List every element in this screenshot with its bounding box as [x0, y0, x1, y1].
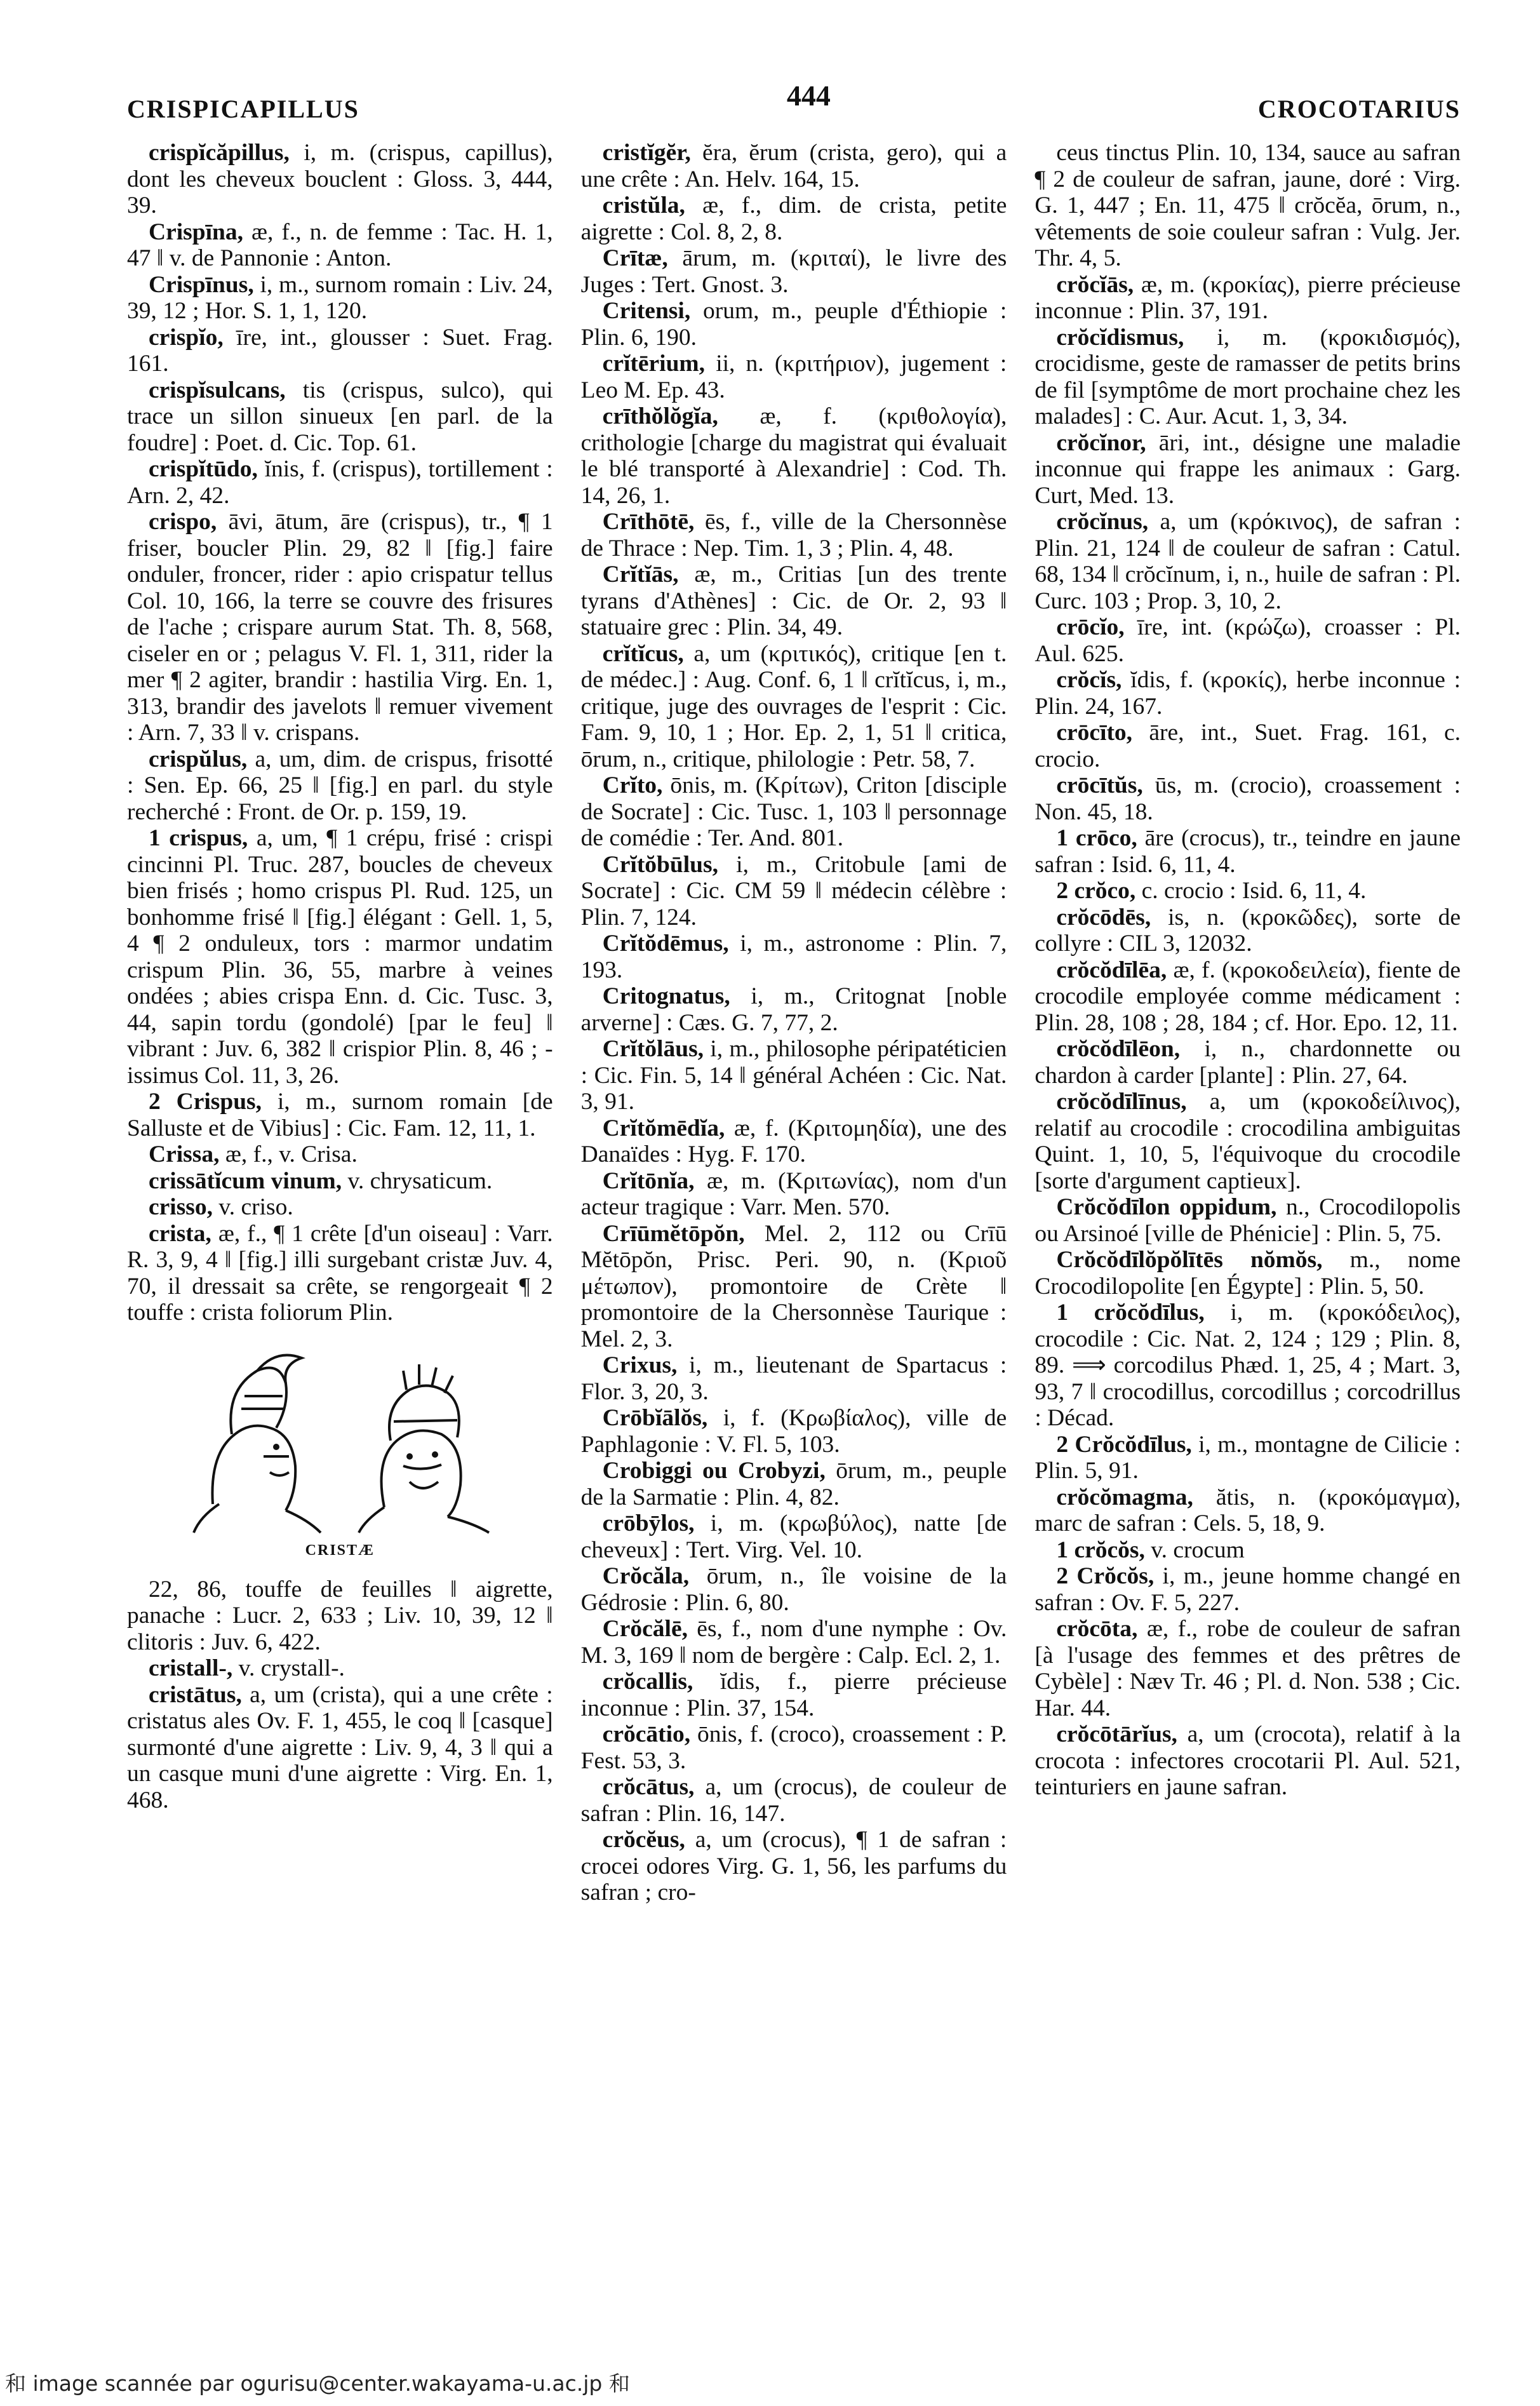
- running-head-left: CRISPICAPILLUS: [127, 95, 359, 123]
- entry-definition: ōrum, n., île voisine de la Gédrosie : Plin. 6, 80.: [580, 1563, 1007, 1616]
- page-header: [127, 60, 1461, 130]
- dictionary-entry: [127, 1655, 553, 1682]
- entry-definition: a, um (κριτικός), critique [en t. de médec.] : Aug. Conf. 6, 1 ‖ crĭtĭcus, i, m., critique, juge des ouvrages de l'esprit : Cic. Fam. 9, 10, 1 ; Hor. Ep. 2, 1, 51 ‖ critica, ōrum, n., critique, philologie : Petr. 58, 7.: [580, 640, 1007, 772]
- entry-headword: crōbȳlos,: [602, 1510, 695, 1536]
- dictionary-entry: [127, 1089, 553, 1141]
- entry-definition: ĭdis, f., pierre précieuse inconnue : Plin. 37, 154.: [580, 1669, 1007, 1721]
- entry-definition: Mel. 2, 112 ou Crīū Mĕtōpŏn, Prisc. Peri. 90, n. (Κριοῦ μέτωπον), promontoire de Crète ‖ promontoire de la Chersonnèse Taurique : Mel. 2, 3.: [580, 1220, 1007, 1352]
- entry-headword: crispĭtūdo,: [149, 456, 258, 482]
- dictionary-entry: [581, 1669, 1007, 1721]
- entry-headword: Crĭtōnĭa,: [602, 1167, 695, 1194]
- column-1: [127, 140, 567, 2273]
- dictionary-entry: [581, 1221, 1007, 1353]
- dictionary-entry: [1034, 1721, 1461, 1801]
- entry-definition: æ, f., dim. de crista, petite aigrette : Col. 8, 2, 8.: [580, 192, 1007, 245]
- entry-definition: æ, m. (κροκίας), pierre précieuse inconnue : Plin. 37, 191.: [1034, 271, 1461, 324]
- entry-definition: i, m., Critognat [noble arverne] : Cæs. G. 7, 77, 2.: [580, 983, 1007, 1036]
- entry-definition: v. chrysaticum.: [342, 1167, 493, 1194]
- entry-definition: m., nome Crocodilopolite [en Égypte] : Plin. 5, 50.: [1034, 1247, 1461, 1300]
- dictionary-entry: [581, 1510, 1007, 1563]
- entry-definition: a, um (κρόκινος), de safran : Plin. 21, 124 ‖ de couleur de safran : Catul. 68, 134 ‖ crŏcĭnum, i, n., huile de safran : Pl. Curc. 103 ; Prop. 3, 10, 2.: [1034, 509, 1461, 614]
- entry-definition: i, n., chardonnette ou chardon à carder [plante] : Plin. 27, 64.: [1034, 1036, 1461, 1089]
- dictionary-entry: [581, 1115, 1007, 1168]
- dictionary-entry: [1034, 1484, 1461, 1537]
- entry-definition: æ, f., v. Crisa.: [219, 1141, 358, 1167]
- dictionary-entry: [127, 140, 553, 219]
- entry-headword: 1 crŏcŏs,: [1056, 1536, 1145, 1563]
- dictionary-entry: [1034, 1616, 1461, 1721]
- entry-definition: æ, f., n. de femme : Tac. H. 1, 47 ‖ v. de Pannonie : Anton.: [127, 218, 553, 271]
- entry-definition: āvi, ātum, āre (crispus), tr., ¶ 1 friser, boucler Plin. 29, 82 ‖ [fig.] faire onduler, froncer, rider : apio crispatur tellus Col. 10, 166, la terre se couvre des frisures de l'ache ; crispare aurum Stat. Th. 8, 568, ciseler en or ; pelagus V. Fl. 1, 311, rider la mer ¶ 2 agiter, brandir : hastilia Virg. En. 1, 313, brandir des javelots ‖ remuer vivement : Arn. 7, 33 ‖ v. crispans.: [127, 509, 553, 746]
- entry-definition: æ, f. (κριθολογία), crithologie [charge du magistrat qui évaluait le blé transporté à Alexandrie] : Cod. Th. 14, 26, 1.: [580, 403, 1007, 509]
- entry-definition: i, f. (Κρωβίαλος), ville de Paphlagonie : V. Fl. 5, 103.: [580, 1405, 1007, 1458]
- dictionary-entry: [127, 1576, 553, 1656]
- dictionary-entry: [127, 1221, 553, 1326]
- entry-definition: ĭnis, f. (crispus), tortillement : Arn. 2, 42.: [127, 456, 553, 509]
- entry-headword: crŏcōtārĭus,: [1056, 1721, 1177, 1747]
- entry-headword: crŏcĕus,: [602, 1827, 685, 1853]
- entry-definition: n., Crocodilopolis ou Arsinoé [ville de Phénicie] : Plin. 5, 75.: [1034, 1194, 1461, 1247]
- dictionary-entry: [1034, 509, 1461, 614]
- entry-definition: i, m., surnom romain [de Salluste et de Vibius] : Cic. Fam. 12, 11, 1.: [127, 1089, 553, 1141]
- entry-headword: crīthŏlŏgĭa,: [602, 403, 718, 429]
- dictionary-entry: [127, 1168, 553, 1195]
- entry-headword: crĭtĭcus,: [602, 640, 684, 667]
- dictionary-entry: [1034, 1563, 1461, 1616]
- dictionary-entry: [581, 1563, 1007, 1616]
- entry-headword: crŏcallis,: [602, 1669, 693, 1695]
- dictionary-entry: [581, 852, 1007, 931]
- entry-headword: Crŏcălē,: [602, 1616, 688, 1642]
- entry-headword: crŏcĭnus,: [1056, 509, 1149, 535]
- dictionary-entry: [581, 403, 1007, 509]
- entry-headword: crista,: [149, 1220, 211, 1247]
- entry-headword: crisso,: [149, 1194, 213, 1220]
- entry-definition: orum, m., peuple d'Éthiopie : Plin. 6, 190.: [580, 298, 1007, 351]
- entry-definition: i, m. (κροκιδισμός), crocidisme, geste de ramasser de petits brins de fil [symptôme de mort prochaine chez les malades] : C. Aur. Acut. 1, 3, 34.: [1034, 324, 1461, 429]
- dictionary-columns: [127, 140, 1461, 2273]
- entry-headword: crŏcōta,: [1056, 1616, 1138, 1642]
- entry-headword: crispo,: [149, 509, 217, 535]
- entry-headword: Crīūmĕtōpŏn,: [602, 1220, 745, 1247]
- dictionary-entry: [581, 245, 1007, 298]
- entry-headword: Crŏcăla,: [602, 1563, 690, 1589]
- entry-definition: ēs, f., nom d'une nymphe : Ov. M. 3, 169 ‖ nom de bergère : Calp. Ecl. 2, 1.: [580, 1616, 1007, 1669]
- entry-headword: crŏcĭs,: [1056, 667, 1122, 693]
- dictionary-entry: [127, 1141, 553, 1168]
- entry-definition: āri, int., désigne une maladie inconnue qui frappe les animaux : Garg. Curt, Med. 13.: [1034, 429, 1461, 509]
- dictionary-entry: [581, 140, 1007, 192]
- entry-headword: cristātus,: [149, 1681, 242, 1708]
- entry-headword: crŏcĭnor,: [1056, 429, 1146, 456]
- dictionary-entry: [581, 1774, 1007, 1827]
- entry-headword: crispŭlus,: [149, 746, 248, 772]
- entry-headword: crŏcĭdismus,: [1056, 324, 1184, 351]
- entry-definition: æ, m. (Κριτωνίας), nom d'un acteur tragique : Varr. Men. 570.: [580, 1167, 1007, 1220]
- entry-definition: v. criso.: [213, 1194, 293, 1220]
- dictionary-entry: [1034, 1432, 1461, 1484]
- dictionary-entry: [581, 561, 1007, 641]
- dictionary-entry: [1034, 957, 1461, 1037]
- entry-headword: Crĭtŏbūlus,: [602, 851, 719, 878]
- entry-headword: Critognatus,: [602, 983, 730, 1009]
- entry-definition: ceus tinctus Plin. 10, 134, sauce au safran ¶ 2 de couleur de safran, jaune, doré : Virg. G. 1, 447 ; En. 11, 475 ‖ crŏcĕa, ōrum, n., vêtements de soie couleur safran : Vulg. Jer. Thr. 4, 5.: [1034, 140, 1461, 271]
- entry-headword: crŏcōdēs,: [1056, 904, 1151, 931]
- entry-headword: crŏcŏdīlīnus,: [1056, 1089, 1187, 1115]
- entry-definition: ārum, m. (κριταί), le livre des Juges : Tert. Gnost. 3.: [580, 245, 1007, 298]
- entry-headword: cristall-,: [149, 1655, 233, 1681]
- entry-definition: i, m., Critobule [ami de Socrate] : Cic. CM 59 ‖ médecin célèbre : Plin. 7, 124.: [580, 851, 1007, 931]
- entry-headword: crōcītŭs,: [1056, 772, 1143, 798]
- entry-definition: æ, f. (κροκοδειλεία), fiente de crocodile employée comme médicament : Plin. 28, 108 ; 28, 184 ; cf. Hor. Epo. 12, 11.: [1034, 957, 1461, 1036]
- entry-definition: īre, int., glousser : Suet. Frag. 161.: [127, 324, 553, 377]
- entry-headword: crispĭsulcans,: [149, 377, 286, 403]
- entry-definition: i, m. (κροκόδειλος), crocodile : Cic. Nat. 2, 124 ; 129 ; Plin. 8, 89. ⟹ corcodilus Phæd. 1, 25, 4 ; Mart. 3, 93, 7 ‖ crocodillus, corcodillus ; corcodrillus : Décad.: [1034, 1300, 1461, 1431]
- entry-headword: crŏcātio,: [602, 1721, 691, 1747]
- entry-definition: i, m. (crispus, capillus), dont les cheveux bouclent : Gloss. 3, 444, 39.: [127, 140, 553, 218]
- entry-headword: Crĭtŏmēdĭa,: [602, 1115, 725, 1141]
- entry-headword: Crŏcŏdīlon oppidum,: [1056, 1194, 1277, 1220]
- entry-definition: ii, n. (κριτήριον), jugement : Leo M. Ep. 43.: [580, 351, 1007, 403]
- dictionary-entry: [581, 641, 1007, 773]
- entry-definition: 22, 86, touffe de feuilles ‖ aigrette, panache : Lucr. 2, 633 ; Liv. 10, 39, 12 ‖ clitoris : Juv. 6, 422.: [127, 1576, 553, 1655]
- dictionary-entry: [127, 325, 553, 377]
- entry-definition: āre (crocus), tr., teindre en jaune safran : Isid. 6, 11, 4.: [1034, 825, 1461, 878]
- dictionary-entry: [581, 509, 1007, 561]
- entry-definition: c. crocio : Isid. 6, 11, 4.: [1135, 878, 1367, 904]
- dictionary-entry: [127, 1682, 553, 1814]
- entry-definition: ōnis, m. (Κρίτων), Criton [disciple de Socrate] : Cic. Tusc. 1, 103 ‖ personnage de comédie : Ter. And. 801.: [580, 772, 1007, 851]
- dictionary-entry: [581, 772, 1007, 852]
- entry-headword: 1 crŏcŏdīlus,: [1056, 1300, 1205, 1326]
- entry-definition: v. crystall-.: [232, 1655, 345, 1681]
- entry-definition: ēs, f., ville de la Chersonnèse de Thrace : Nep. Tim. 1, 3 ; Plin. 4, 48.: [580, 509, 1007, 561]
- entry-definition: æ, m., Critias [un des trente tyrans d'Athènes] : Cic. de Or. 2, 93 ‖ statuaire grec : Plin. 34, 49.: [580, 561, 1007, 640]
- entry-definition: i, m. (κρωβύλος), natte [de cheveux] : Tert. Virg. Vel. 10.: [580, 1510, 1007, 1563]
- entry-definition: æ, f. (Κριτομηδία), une des Danaïdes : Hyg. F. 170.: [580, 1115, 1007, 1167]
- dictionary-entry: [581, 1616, 1007, 1669]
- dictionary-entry: [127, 456, 553, 509]
- entry-definition: v. crocum: [1144, 1536, 1245, 1563]
- dictionary-entry: [581, 1168, 1007, 1221]
- dictionary-entry: [581, 1458, 1007, 1510]
- dictionary-entry: [1034, 720, 1461, 772]
- entry-definition: is, n. (κροκῶδες), sorte de collyre : CIL 3, 12032.: [1034, 904, 1461, 957]
- entry-headword: Crĭtŏlāus,: [602, 1036, 704, 1062]
- entry-headword: 1 crōco,: [1056, 825, 1137, 851]
- dictionary-entry: [1034, 325, 1461, 430]
- dictionary-entry: [127, 377, 553, 457]
- entry-definition: a, um (κροκοδείλινος), relatif au crocodile : crocodilina ambiguitas Quint. 1, 10, 5, l'équivoque du crocodile [sorte d'argument captieux].: [1034, 1089, 1461, 1194]
- entry-headword: crōcīto,: [1056, 720, 1133, 746]
- entry-definition: æ, f., ¶ 1 crête [d'un oiseau] : Varr. R. 3, 9, 4 ‖ [fig.] illi surgebant cristæ Juv. 4, 70, il dressait sa crête, se rengorgeait ¶ 2 touffe : crista foliorum Plin.: [127, 1220, 553, 1326]
- entry-headword: 2 Crŏcŏs,: [1056, 1563, 1155, 1589]
- entry-headword: 2 Crŏcŏdīlus,: [1056, 1431, 1192, 1458]
- dictionary-entry: [1034, 825, 1461, 878]
- entry-headword: cristŭla,: [602, 192, 685, 218]
- dictionary-entry: [581, 931, 1007, 983]
- entry-headword: Crispīna,: [149, 218, 243, 245]
- entry-headword: Crissa,: [149, 1141, 220, 1167]
- entry-definition: ĕra, ĕrum (crista, gero), qui a une crête : An. Helv. 164, 15.: [580, 140, 1007, 192]
- entry-definition: a, um, dim. de crispus, frisotté : Sen. Ep. 66, 25 ‖ [fig.] en parl. du style recherché : Front. de Or. p. 159, 19.: [127, 746, 553, 825]
- dictionary-entry: [1034, 772, 1461, 825]
- entry-headword: crŏcĭās,: [1056, 271, 1134, 298]
- dictionary-entry: [1034, 878, 1461, 904]
- entry-definition: a, um (crocus), ¶ 1 de safran : crocei odores Virg. G. 1, 56, les parfums du safran ; cro-: [580, 1827, 1007, 1905]
- entry-definition: a, um, ¶ 1 crépu, frisé : crispi cincinni Pl. Truc. 287, boucles de cheveux bien frisés ; homo crispus Pl. Rud. 125, un bonhomme frisé ‖ [fig.] élégant : Gell. 1, 5, 4 ¶ 2 onduleux, tors : marmor undatim crispum Plin. 36, 55, marbre à veines ondées ; abies crispa Enn. d. Cic. Tusc. 3, 44, sapin tordu (gondolé) [par le feu] ‖ vibrant : Juv. 6, 382 ‖ crispior Plin. 8, 46 ; -issimus Col. 11, 3, 26.: [127, 825, 553, 1089]
- entry-headword: Crĭtĭās,: [602, 561, 679, 588]
- dictionary-entry: [581, 1721, 1007, 1774]
- dictionary-entry: [1034, 1537, 1461, 1564]
- dictionary-entry: [127, 746, 553, 826]
- dictionary-entry: [1034, 614, 1461, 667]
- entry-headword: crŏcŏmagma,: [1056, 1484, 1193, 1510]
- dictionary-entry: [127, 1194, 553, 1221]
- entry-definition: i, m., jeune homme changé en safran : Ov. F. 5, 227.: [1034, 1563, 1461, 1616]
- helmeted-heads-illustration: [175, 1345, 505, 1536]
- dictionary-entry: [127, 509, 553, 746]
- entry-headword: crissātĭcum vinum,: [149, 1167, 342, 1194]
- entry-headword: crispĭcăpillus,: [149, 140, 290, 166]
- entry-definition: æ, f., robe de couleur de safran [à l'usage des femmes et des prêtres de Cybèle] : Næv Tr. 46 ; Pl. d. Non. 538 ; Cic. Har. 44.: [1034, 1616, 1461, 1721]
- entry-headword: 1 crispus,: [149, 825, 248, 851]
- entry-headword: Crĭtŏdēmus,: [602, 931, 729, 957]
- dictionary-entry: [581, 192, 1007, 245]
- dictionary-entry: [1034, 1089, 1461, 1194]
- column-3: [1021, 140, 1461, 2273]
- entry-definition: i, m., surnom romain : Liv. 24, 39, 12 ; Hor. S. 1, 1, 120.: [127, 271, 553, 324]
- entry-headword: crĭtērium,: [602, 351, 706, 377]
- running-head-right: CROCOTARIUS: [1257, 95, 1461, 123]
- entry-definition: a, um (crocus), de couleur de safran : Plin. 16, 147.: [580, 1774, 1007, 1827]
- entry-headword: crŏcŏdīlēon,: [1056, 1036, 1181, 1062]
- dictionary-entry: [581, 1036, 1007, 1115]
- dictionary-entry: [1034, 140, 1461, 272]
- entry-definition: ătis, n. (κροκόμαγμα), marc de safran : Cels. 5, 18, 9.: [1034, 1484, 1461, 1536]
- entry-headword: Crŏcŏdīlŏpŏlītēs nŏmŏs,: [1056, 1247, 1323, 1273]
- entry-definition: a, um (crocota), relatif à la crocota : infectores crocotarii Pl. Aul. 521, teinturiers en jaune safran.: [1034, 1721, 1461, 1800]
- entry-headword: Crōbĭālŏs,: [602, 1405, 708, 1431]
- dictionary-entry: [127, 219, 553, 272]
- dictionary-entry: [1034, 1247, 1461, 1300]
- figure-caption: CRISTÆ: [305, 1542, 375, 1559]
- entry-headword: 2 Crispus,: [149, 1089, 262, 1115]
- entry-headword: crispĭo,: [149, 324, 224, 351]
- dictionary-entry: [581, 1405, 1007, 1458]
- dictionary-entry: [581, 1352, 1007, 1405]
- entry-definition: ĭdis, f. (κροκίς), herbe inconnue : Plin. 24, 167.: [1034, 667, 1461, 720]
- entry-headword: Crispīnus,: [149, 271, 254, 298]
- dictionary-entry: [581, 298, 1007, 351]
- dictionary-entry: [581, 351, 1007, 403]
- entry-definition: āre, int., Suet. Frag. 161, c. crocio.: [1034, 720, 1461, 772]
- entry-definition: i, m., philosophe péripatéticien : Cic. Fin. 5, 14 ‖ général Achéen : Cic. Nat. 3, 91.: [580, 1036, 1007, 1115]
- entry-definition: i, m., montagne de Cilicie : Plin. 5, 91.: [1034, 1431, 1461, 1484]
- dictionary-entry: [1034, 272, 1461, 325]
- dictionary-entry: [127, 272, 553, 325]
- dictionary-entry: [127, 825, 553, 1089]
- entry-headword: Crobiggi ou Crobyzi,: [602, 1458, 826, 1484]
- dictionary-entry: [581, 1827, 1007, 1906]
- entry-headword: Crīthōtē,: [602, 509, 695, 535]
- column-2: [567, 140, 1021, 2273]
- page-number: 444: [786, 79, 831, 112]
- entry-headword: crŏcŏdīlēa,: [1056, 957, 1167, 983]
- entry-headword: crŏcātus,: [602, 1774, 695, 1800]
- entry-definition: tis (crispus, sulco), qui trace un sillon sinueux [en parl. de la foudre] : Poet. d. Cic. Top. 61.: [127, 377, 553, 456]
- entry-headword: cristĭgĕr,: [602, 140, 691, 166]
- entry-headword: Critensi,: [602, 298, 691, 324]
- entry-headword: crōcĭo,: [1056, 614, 1125, 640]
- entry-headword: Crixus,: [602, 1352, 678, 1378]
- entry-definition: ōnis, f. (croco), croassement : P. Fest. 53, 3.: [580, 1721, 1007, 1774]
- cristae-figure: [127, 1335, 553, 1570]
- entry-definition: īre, int. (κρώζω), croasser : Pl. Aul. 625.: [1034, 614, 1461, 667]
- dictionary-entry: [1034, 430, 1461, 509]
- entry-definition: a, um (crista), qui a une crête : cristatus ales Ov. F. 1, 455, le coq ‖ [casque] surmonté d'une aigrette : Liv. 9, 4, 3 ‖ qui a un casque muni d'une aigrette : Virg. En. 1, 468.: [127, 1681, 553, 1813]
- dictionary-entry: [1034, 1300, 1461, 1432]
- dictionary-entry: [581, 983, 1007, 1036]
- dictionary-entry: [1034, 1036, 1461, 1089]
- dictionary-entry: [1034, 1194, 1461, 1247]
- scan-credit: 和 image scannée par ogurisu@center.wakayama-u.ac.jp 和: [5, 2371, 630, 2396]
- entry-headword: Crītæ,: [602, 245, 668, 271]
- entry-definition: i, m., astronome : Plin. 7, 193.: [580, 931, 1007, 983]
- dictionary-entry: [1034, 667, 1461, 720]
- entry-definition: i, m., lieutenant de Spartacus : Flor. 3, 20, 3.: [580, 1352, 1007, 1405]
- entry-definition: ōrum, m., peuple de la Sarmatie : Plin. 4, 82.: [580, 1458, 1007, 1510]
- dictionary-entry: [1034, 904, 1461, 957]
- entry-definition: ūs, m. (crocio), croassement : Non. 45, 18.: [1034, 772, 1461, 825]
- entry-headword: 2 crŏco,: [1056, 878, 1136, 904]
- entry-headword: Crĭto,: [602, 772, 663, 798]
